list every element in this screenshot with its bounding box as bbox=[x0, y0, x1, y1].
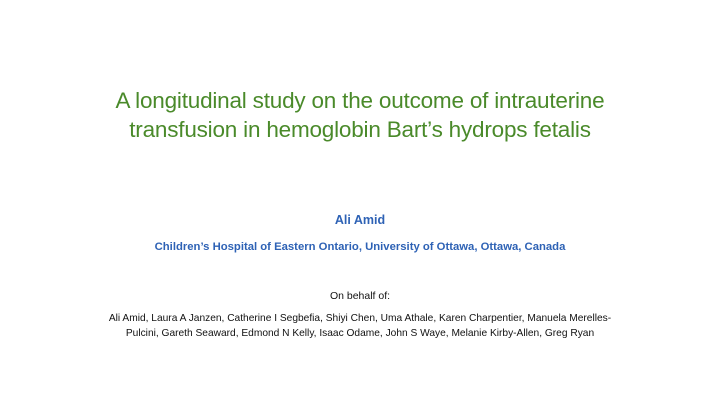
author-list-line-2: Pulcini, Gareth Seaward, Edmond N Kelly, Isaac Odame, John S Waye, Melanie Kirby-Allen, Greg Ryan bbox=[125, 328, 595, 339]
presenter-name: Ali Amid bbox=[334, 213, 386, 227]
slide-title bbox=[60, 86, 660, 144]
author-list bbox=[30, 311, 690, 341]
slide-title-line-2: transfusion in hemoglobin Bart’s hydrops fetalis bbox=[129, 117, 591, 142]
on-behalf-label: On behalf of: bbox=[329, 290, 391, 302]
slide-title-line-1: A longitudinal study on the outcome of intrauterine bbox=[115, 88, 605, 113]
presenter-affiliation: Children’s Hospital of Eastern Ontario, University of Ottawa, Ottawa, Canada bbox=[154, 241, 566, 253]
author-list-line-1: Ali Amid, Laura A Janzen, Catherine I Segbefia, Shiyi Chen, Uma Athale, Karen Charpentier, Manuela Merelles- bbox=[108, 313, 612, 324]
